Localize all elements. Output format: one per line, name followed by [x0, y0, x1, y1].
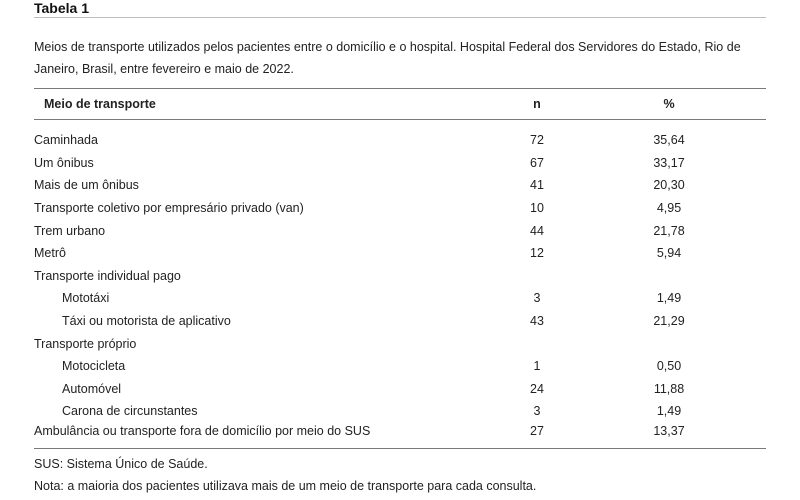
cell-n: 43: [530, 314, 544, 329]
cell-n: 10: [530, 201, 544, 216]
cell-percent: [572, 265, 766, 288]
table-container: [34, 88, 766, 449]
cell-percent: 1,49: [656, 404, 682, 419]
header-n: n: [502, 89, 572, 120]
cell-percent: 21,78: [653, 223, 685, 238]
cell-n: 12: [530, 246, 544, 261]
table-row: [34, 423, 766, 449]
cell-percent: 35,64: [653, 133, 685, 148]
cell-meio-de-transporte: Motocicleta: [62, 359, 126, 374]
table-row: [34, 287, 766, 310]
cell-percent: 33,17: [653, 155, 685, 170]
cell-meio-de-transporte: Carona de circunstantes: [62, 404, 198, 419]
cell-meio-de-transporte: Táxi ou motorista de aplicativo: [62, 314, 231, 329]
table-notes: [34, 453, 766, 497]
cell-n: 24: [530, 381, 544, 396]
cell-meio-de-transporte: Trem urbano: [34, 223, 106, 238]
table-caption: Meios de transporte utilizados pelos pacientes entre o domicílio e o hospital. Hospital Federal dos Servidores do Estado, Rio de Janeiro, Brasil, entre fevereiro e maio de 2022.: [34, 40, 741, 76]
cell-percent: 20,30: [653, 178, 685, 193]
cell-meio-de-transporte: Metrô: [34, 246, 66, 261]
footnote: Nota: a maioria dos pacientes utilizava mais de um meio de transporte para cada consulta.: [34, 478, 537, 493]
cell-percent: [572, 332, 766, 355]
table-row: [34, 332, 766, 355]
table-row: [34, 174, 766, 197]
cell-percent: 13,37: [572, 423, 766, 449]
table-row: [34, 152, 766, 175]
cell-meio-de-transporte: Mototáxi: [62, 291, 110, 306]
cell-meio-de-transporte: Ambulância ou transporte fora de domicílio por meio do SUS: [34, 423, 502, 449]
cell-meio-de-transporte: Um ônibus: [34, 155, 94, 170]
table-row: [34, 355, 766, 378]
header-percent: %: [572, 89, 766, 120]
cell-percent: 5,94: [656, 246, 682, 261]
table-row: [34, 265, 766, 288]
cell-meio-de-transporte: Caminhada: [34, 133, 98, 148]
cell-n: 3: [533, 404, 541, 419]
table-row: [34, 197, 766, 220]
spacer-cell: [34, 120, 766, 130]
cell-meio-de-transporte: Automóvel: [62, 381, 122, 396]
cell-percent: 4,95: [656, 201, 682, 216]
header-meio-de-transporte: Meio de transporte: [34, 89, 502, 120]
table-row: [34, 378, 766, 401]
cell-meio-de-transporte: Mais de um ônibus: [34, 178, 139, 193]
cell-percent: 21,29: [653, 314, 685, 329]
table-header: [34, 89, 766, 120]
cell-n: 67: [530, 155, 544, 170]
table-row: [34, 242, 766, 265]
cell-n: 72: [530, 133, 544, 148]
cell-percent: 0,50: [656, 359, 682, 374]
cell-n: [502, 332, 572, 355]
cell-meio-de-transporte: Transporte coletivo por empresário privado (van): [34, 201, 304, 216]
cell-n: 1: [533, 359, 541, 374]
cell-n: 27: [502, 423, 572, 449]
cell-percent: 11,88: [653, 381, 685, 396]
cell-n: 41: [530, 178, 544, 193]
table-row: [34, 129, 766, 152]
transport-table: [34, 89, 766, 449]
cell-percent: 1,49: [656, 291, 682, 306]
cell-meio-de-transporte: Transporte próprio: [34, 336, 137, 351]
cell-n: 44: [530, 223, 544, 238]
table-row: [34, 219, 766, 242]
table-body: [34, 120, 766, 449]
cell-n: [502, 265, 572, 288]
table-spacer-row: [34, 120, 766, 130]
table-document: [34, 0, 766, 497]
table-row: [34, 310, 766, 333]
header-row: [34, 89, 766, 120]
cell-meio-de-transporte: Transporte individual pago: [34, 268, 181, 283]
abbreviation-note: SUS: Sistema Único de Saúde.: [34, 456, 208, 471]
table-title: Tabela 1: [34, 0, 766, 18]
cell-n: 3: [533, 291, 541, 306]
table-row: [34, 400, 766, 423]
